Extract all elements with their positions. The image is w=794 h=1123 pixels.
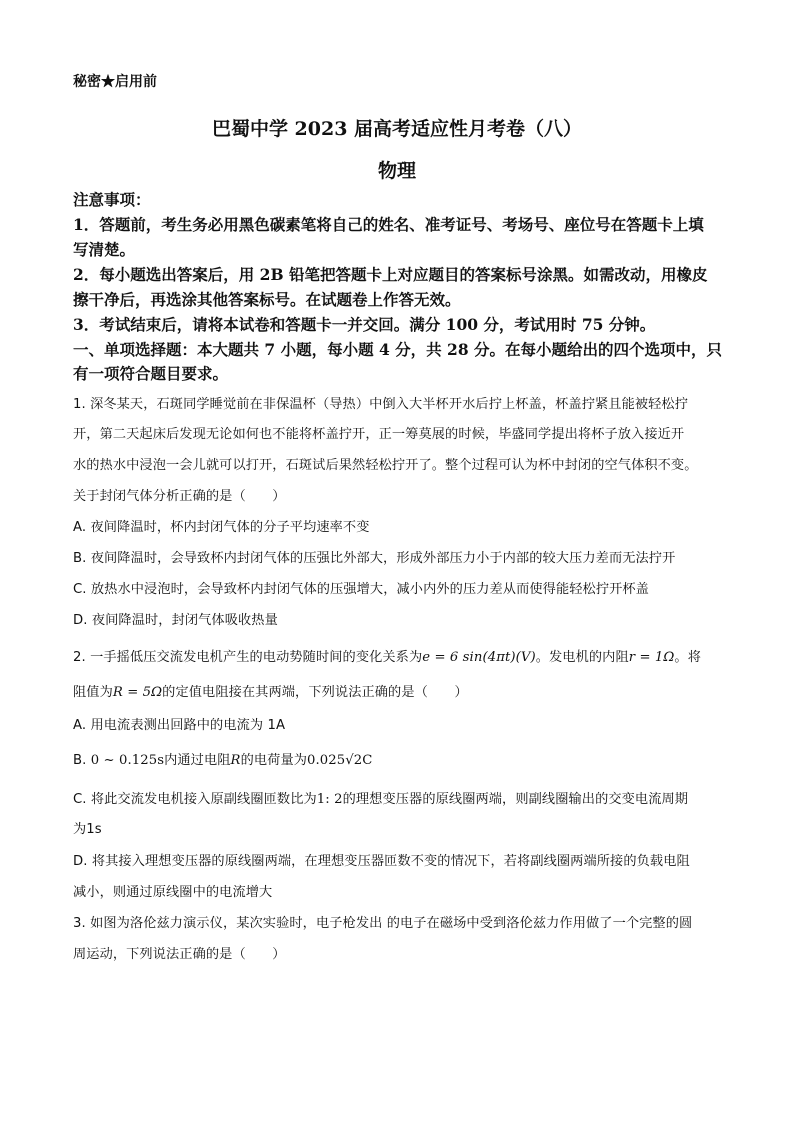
q3-stem-line-1: 3. 如图为洛伦兹力演示仪，某次实验时，电子枪发出 的电子在磁场中受到洛伦兹力作用做了一个完整的圆 — [73, 916, 693, 931]
exam-title: 巴蜀中学 2023 届高考适应性月考卷（八） — [211, 118, 583, 140]
q2-stem-text-d: 阻值为 — [73, 685, 113, 700]
q1-option-c: C. 放热水中浸泡时，会导致杯内封闭气体的压强增大，减小内外的压力差从而使得能轻松拧开杯盖 — [73, 582, 649, 597]
q2-stem-line-1 — [73, 646, 701, 665]
q2-stem-text-a: 2. 一手摇低压交流发电机产生的电动势随时间的变化关系为 — [73, 650, 423, 665]
section-heading-line-1: 一、单项选择题：本大题共 7 小题，每小题 4 分，共 28 分。在每小题给出的四个选项中，只 — [73, 340, 723, 359]
q2-option-b-text-b: 的电荷量为 — [240, 753, 308, 768]
q2-option-d-line-2: 减小，则通过原线圈中的电流增大 — [73, 885, 273, 900]
q2-option-c-text-b: 的理想变压器的原线圈两端，则副线圈输出的交变电流周期 — [342, 792, 689, 807]
subject-title: 物理 — [377, 160, 416, 182]
q2-option-b-charge: 0.025√2C — [307, 753, 373, 768]
q2-option-a: A. 用电流表测出回路中的电流为 1A — [73, 718, 286, 733]
secret-label: 秘密★启用前 — [73, 74, 157, 90]
q1-option-a: A. 夜间降温时，杯内封闭气体的分子平均速率不变 — [73, 520, 370, 535]
q2-option-c-line-2: 为1s — [73, 822, 102, 837]
q2-option-b-interval: 0 ~ 0.125s — [90, 753, 165, 768]
q2-option-d-line-1: D. 将其接入理想变压器的原线圈两端，在理想变压器匝数不变的情况下，若将副线圈两端所接的负载电阻 — [73, 854, 690, 869]
q1-stem-line-2: 开，第二天起床后发现无论如何也不能将杯盖拧开，正一筹莫展的时候，毕盛同学提出将杯子放入接近开 — [73, 427, 685, 442]
notes-heading: 注意事项： — [73, 190, 151, 209]
q1-option-d: D. 夜间降温时，封闭气体吸收热量 — [73, 613, 278, 628]
q1-stem-line-1: 1. 深冬某天，石斑同学睡觉前在非保温杯（导热）中倒入大半杯开水后拧上杯盖，杯盖拧紧且能被轻松拧 — [73, 397, 689, 412]
q3-stem-line-2: 周运动，下列说法正确的是（ ） — [73, 947, 286, 962]
note-1-line-2: 写清楚。 — [73, 240, 136, 259]
q2-stem-text-b: 。发电机的内阻 — [535, 650, 629, 665]
q1-stem-line-3: 水的热水中浸泡一会儿就可以打开，石斑试后果然轻松拧开了。整个过程可认为杯中封闭的空气体积不变。 — [73, 458, 698, 473]
q2-emf-formula: e = 6 sin(4πt)(V) — [422, 650, 536, 665]
q2-option-c-line-1 — [73, 788, 688, 807]
section-heading-line-2: 有一项符合题目要求。 — [73, 364, 229, 383]
note-2-line-2: 擦干净后，再选涂其他答案标号。在试题卷上作答无效。 — [73, 290, 461, 309]
note-2-line-1: 2．每小题选出答案后，用 2B 铅笔把答题卡上对应题目的答案标号涂黑。如需改动，用橡皮 — [73, 265, 708, 284]
q2-option-c-text-a: C. 将此交流发电机接入原副线圈匝数比为 — [73, 792, 317, 807]
q2-stem-line-2 — [73, 681, 468, 700]
q2-option-b-label: B. — [73, 753, 87, 768]
q1-option-b: B. 夜间降温时，会导致杯内封闭气体的压强比外部大，形成外部压力小于内部的较大压力差而无法拧开 — [73, 551, 676, 566]
q2-stem-text-c: 。将 — [674, 650, 701, 665]
q1-stem-line-4: 关于封闭气体分析正确的是（ ） — [73, 489, 286, 504]
q2-resistor-value: R = 5Ω — [112, 685, 163, 700]
q2-stem-text-e: 的定值电阻接在其两端，下列说法正确的是（ ） — [162, 685, 468, 700]
note-3: 3．考试结束后，请将本试卷和答题卡一并交回。满分 100 分，考试用时 75 分钟。 — [73, 315, 656, 334]
note-1-line-1: 1．答题前，考生务必用黑色碳素笔将自己的姓名、准考证号、考场号、座位号在答题卡上填 — [73, 215, 704, 234]
q2-option-b-text-a: 内通过电阻 — [164, 753, 231, 768]
q2-option-c-ratio: 1: 2 — [316, 792, 343, 807]
q2-option-b — [73, 749, 372, 768]
q2-option-b-r: R — [230, 753, 241, 768]
q2-internal-resistance: r = 1Ω — [628, 650, 675, 665]
